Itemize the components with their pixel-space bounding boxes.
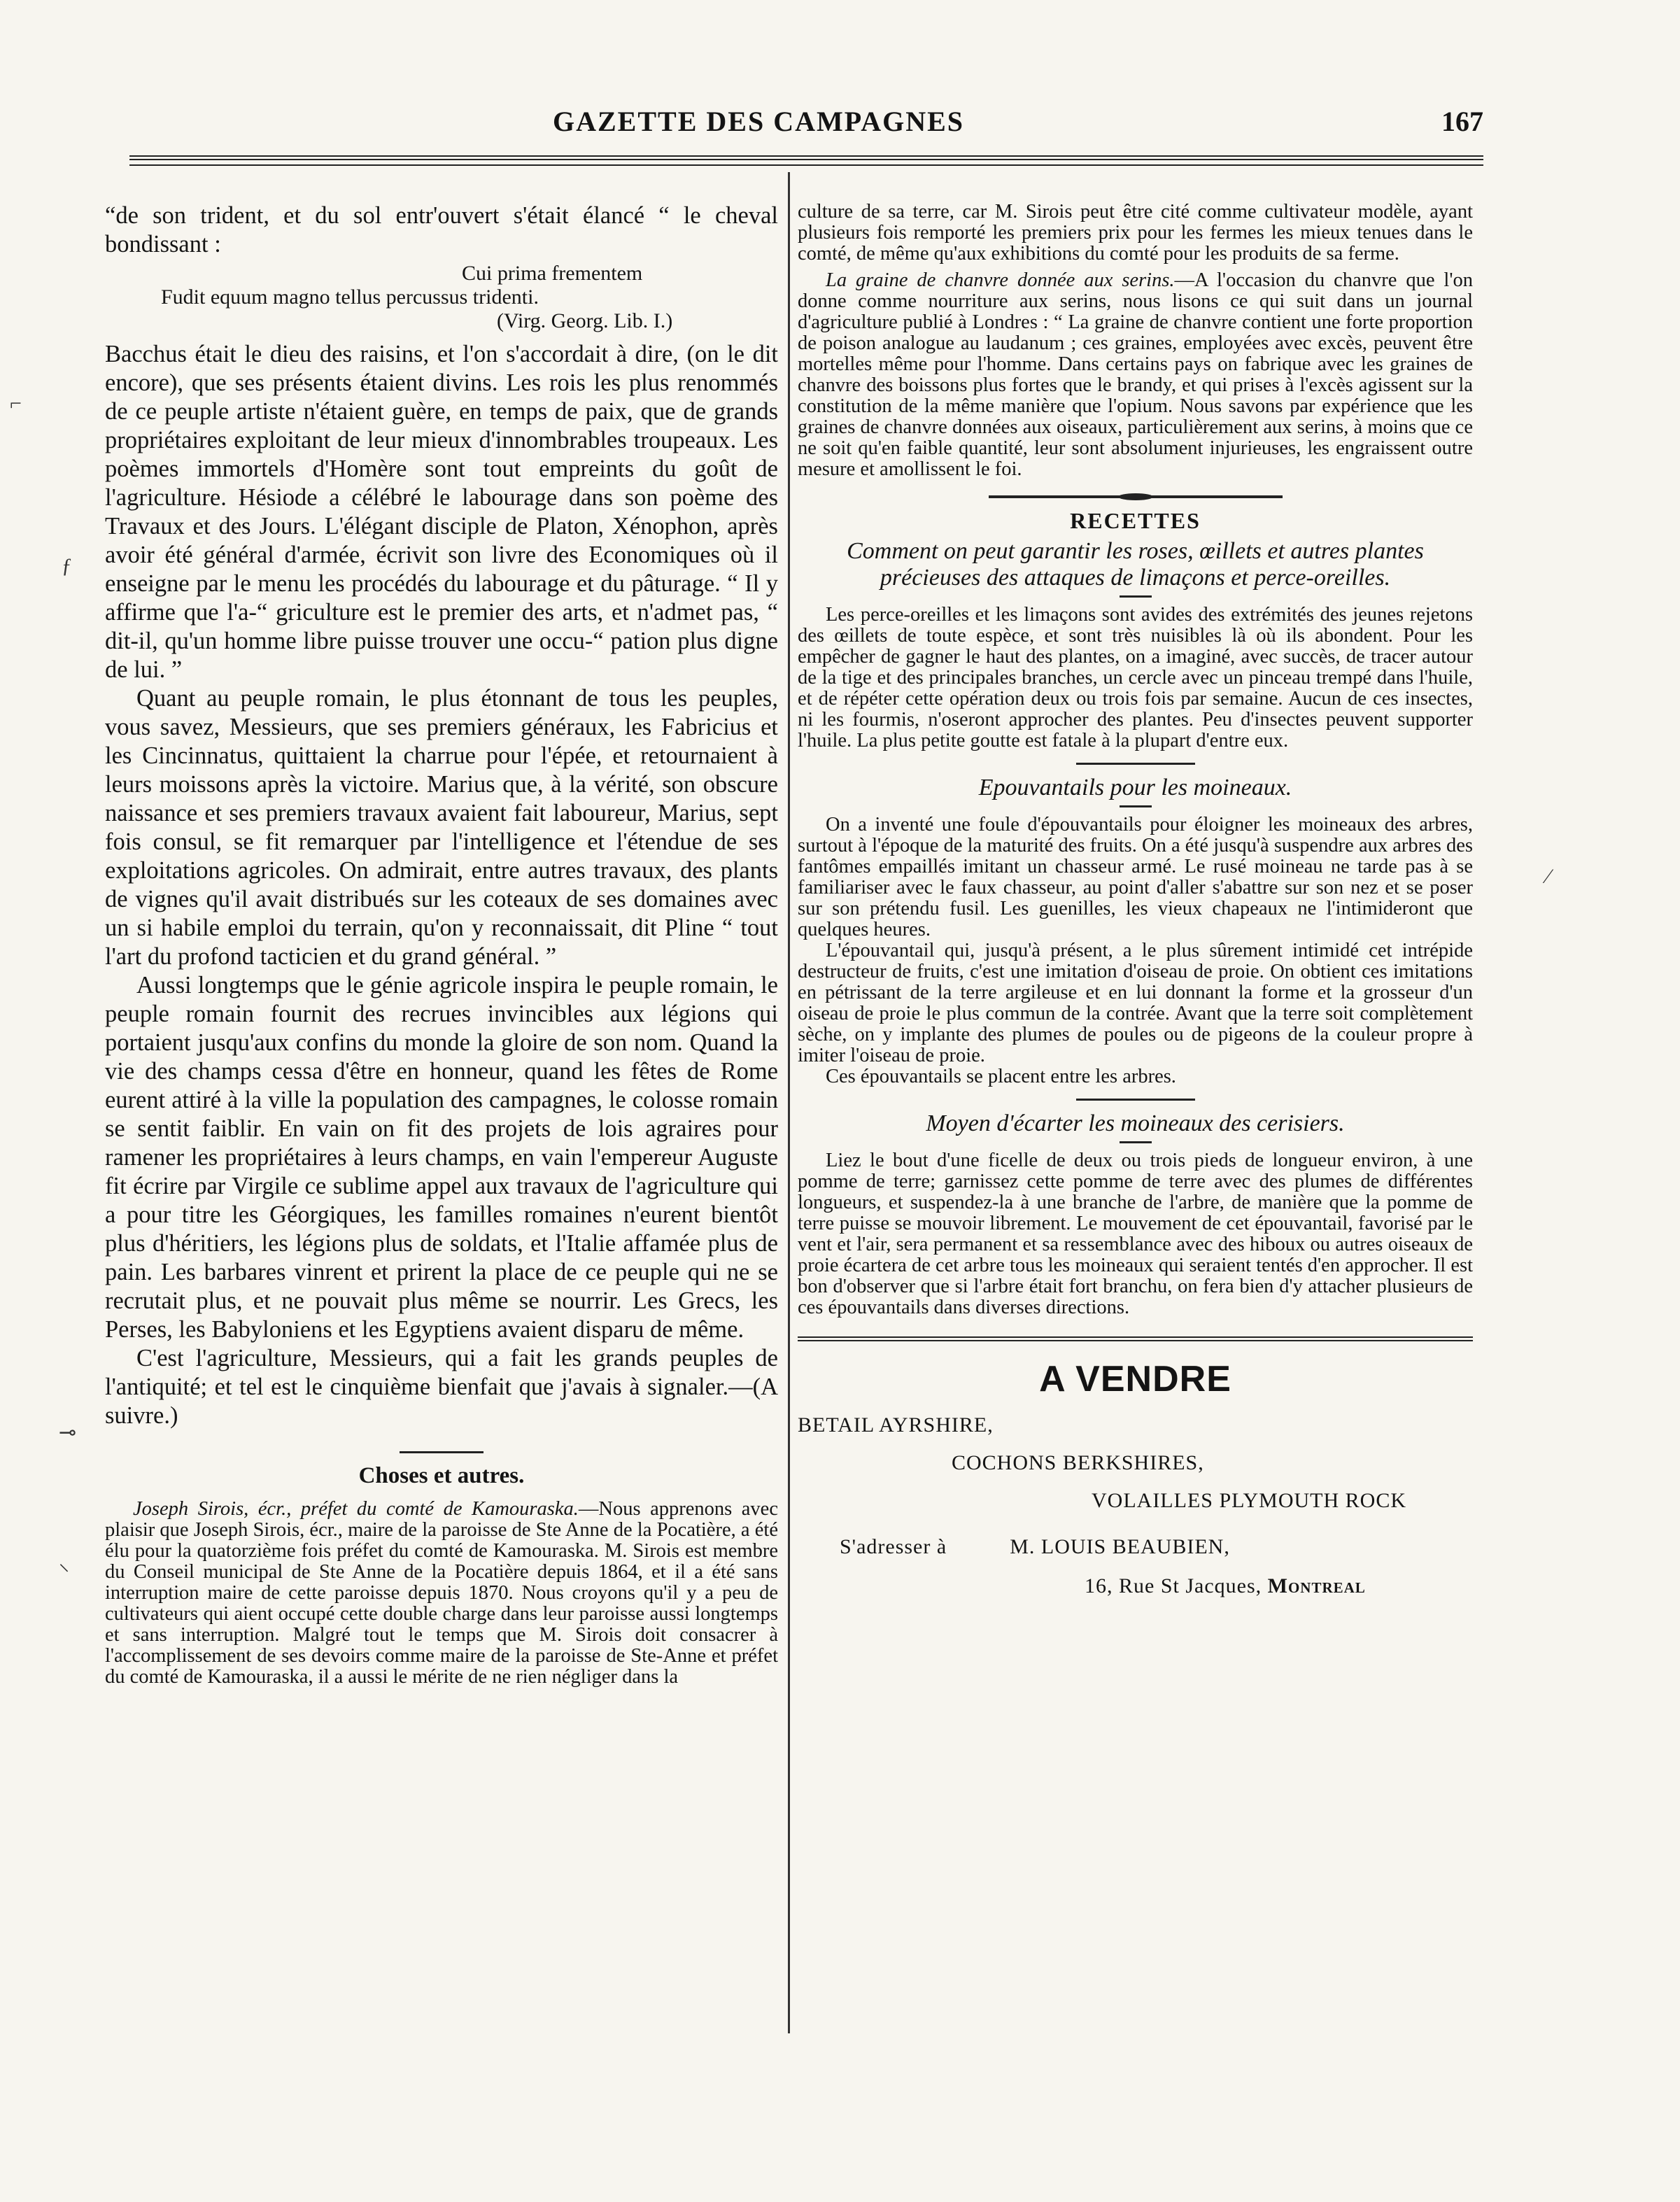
- recipe-title: Moyen d'écarter les moineaux des cerisiers.: [926, 1110, 1345, 1136]
- article-paragraph: Bacchus était le dieu des raisins, et l'on s'accordait à dire, (on le dit encore), que ses présents étaient divins. Les rois les plus renommés de ce peuple artiste n'étaient guère, en temps de paix, que de grands propriétaires exploitant de leur mieux d'innombrables troupeaux. Les poèmes immortels d'Homère sont tout empreints du goût de l'agriculture. Hésiode a célébré le labourage dans son poème des Travaux et des Jours. L'élégant disciple de Platon, Xénophon, après avoir été général d'armée, écrivit son livre des Economiques où il enseigne par le menu les procédés du labourage et du pâturage. “ Il y affirme que l'a-“ griculture est le premier des arts, et n'admet pas, “ dit-il, qu'un homme libre puisse trouver une occu-“ pation plus digne de lui. ”: [105, 341, 778, 683]
- newspaper-title: GAZETTE DES CAMPAGNES: [553, 106, 965, 137]
- advert-contact: [798, 1534, 1473, 1560]
- news-item: [798, 270, 1473, 480]
- article-paragraph: C'est l'agriculture, Messieurs, qui a fait les grands peuples de l'antiquité; et tel est le cinquième bienfait que j'avais à signaler.—(A suivre.): [105, 1345, 778, 1429]
- advert-line: BETAIL AYRSHIRE,: [798, 1413, 994, 1437]
- margin-mark: ƒ: [62, 554, 72, 577]
- right-column: [798, 202, 1473, 1599]
- recipe-text: On a inventé une foule d'épouvantails pour éloigner les moineaux des arbres, surtout à l'époque de la maturité des fruits. On a été jusqu'à suspendre aux arbres des fantômes empaillés imitant un chasseur armé. Le rusé moineau ne tarde pas à se familiariser avec le faux chasseur, au point d'aller s'abattre sur son nez et se poser sur son prétendu fusil. Les guenilles, les vieux chapeaux ne l'intimideront que quelques heures.: [798, 814, 1473, 940]
- dash-rule: [1120, 1141, 1152, 1143]
- recipe-title: Comment on peut garantir les roses, œillets et autres plantes précieuses des attaques de limaçons et perce-oreilles.: [847, 538, 1424, 591]
- section-rule: [1076, 1099, 1195, 1101]
- advert-contact-name: M. LOUIS BEAUBIEN,: [1010, 1535, 1230, 1558]
- left-column: [105, 202, 778, 1688]
- margin-mark: ⊸: [59, 1421, 77, 1444]
- recipe-text: Ces épouvantails se placent entre les arbres.: [826, 1066, 1176, 1087]
- column-divider: [788, 172, 790, 2033]
- latin-verse: [105, 262, 778, 333]
- section-heading: Choses et autres.: [358, 1463, 525, 1488]
- article-paragraph: Aussi longtemps que le génie agricole inspira le peuple romain, le peuple romain fournit des recrues invincibles aux légions qui portaient jusqu'aux confins du monde la gloire de son nom. Quand la vie des champs cessa d'être en honneur, quand les fêtes de Rome eurent attiré à la ville la population des campagnes, le colosse romain se sentit faiblir. En vain on fit des projets de lois agraires pour ramener les propriétaires à leurs champs, en vain l'empereur Auguste fit écrire par Virgile ce sublime appel aux travaux de l'agriculture qui a pour titre les Géorgiques, les familles romaines n'eurent bientôt plus d'héritiers, les légions plus de soldats, et l'Italie affamée plus de pain. Les barbares vinrent et prirent la place de ce peuple qui ne se recrutait plus, et ne pouvait plus même se nourrir. Les Grecs, les Perses, les Babyloniens et les Egyptiens avaient disparu de même.: [105, 972, 778, 1343]
- recipe-text: L'épouvantail qui, jusqu'à présent, a le plus sûrement intimidé cet intrépide destructeur de fruits, c'est une imitation d'oiseau de proie. On obtient ces imitations en pétrissant de la terre argileuse et en lui donnant la forme et la grosseur d'un oiseau de proie le plus commun de la contrée. Avant que la terre soit complètement sèche, on y implante des plumes de poules ou de pigeons de la couleur propre à imiter l'oiseau de proie.: [798, 940, 1473, 1066]
- news-item: [105, 1499, 778, 1688]
- section-rule: [989, 495, 1283, 498]
- opening-lines: “de son trident, et du sol entr'ouvert s'était élancé “ le cheval bondissant :: [105, 202, 778, 257]
- recipe-text: Liez le bout d'une ficelle de deux ou trois pieds de longueur environ, à une pomme de terre; garnissez cette pomme de terre avec des plumes de différentes longueurs, et suspendez-la à une branche de l'arbre, de manière que la pomme de terre puisse se mouvoir librement. Le mouvement de cet épouvantail, favorisé par le vent et l'air, sera permanent et sa ressemblance avec des hiboux ou autres oiseaux de proie écartera de cet arbre tous les moineaux qui seraient tentés d'en approcher. Il est bon d'observer que si l'arbre était fort branchu, on fera bien d'y attacher plusieurs de ces épouvantails dans diverses directions.: [798, 1150, 1474, 1318]
- news-rubric: La graine de chanvre donnée aux serins.: [826, 269, 1175, 291]
- header-rule: [129, 155, 1483, 166]
- page-header: [140, 105, 1483, 139]
- advert-line: COCHONS BERKSHIRES,: [952, 1451, 1204, 1474]
- advertisement: [798, 1358, 1473, 1599]
- continued-text: culture de sa terre, car M. Sirois peut être cité comme cultivateur modèle, ayant plusieurs fois remporté les premiers prix pour les fermes les mieux tenues dans le comté, de même qu'aux exhibitions du comté pour les produits de sa ferme.: [798, 201, 1473, 264]
- recipe-text: Les perce-oreilles et les limaçons sont avides des extrémités des jeunes rejetons des œillets de toute espèce, et sont très nuisibles là où ils abondent. Pour les empêcher de gagner le haut des plantes, on a imaginé, avec succès, de tracer autour de la tige et des principales branches, un cercle avec un pinceau trempé dans l'huile, et de répéter cette opération deux ou trois fois par semaine. Aucun de ces insectes, ni les fourmis, n'oseront approcher des plantes. Peu d'insectes peuvent supporter l'huile. La plus petite goutte est fatale à la plupart d'entre eux.: [798, 604, 1473, 751]
- margin-mark: ⁄: [1546, 865, 1551, 888]
- margin-mark: ⸜: [59, 1552, 69, 1575]
- page-number: 167: [1441, 106, 1483, 137]
- dash-rule: [1120, 595, 1152, 598]
- advert-address: [798, 1574, 1473, 1599]
- recipe-title: Epouvantails pour les moineaux.: [978, 775, 1292, 800]
- verse-line: Fudit equum magno tellus percussus tridenti.: [161, 285, 539, 309]
- verse-line: Cui prima frementem: [462, 262, 643, 285]
- advert-city: Montreal: [1267, 1574, 1366, 1597]
- advert-rule: [798, 1336, 1473, 1344]
- news-text: —A l'occasion du chanvre que l'on donne comme nourriture aux serins, nous lisons ce qui suit dans un journal d'agriculture publié à Londres : “ La graine de chanvre contient une forte proportion de poison analogue au laudanum ; ces graines, employées avec excès, peuvent être mortelles même pour l'homme. Dans certains pays on fabrique avec les graines de chanvre des boissons plus fortes que le brandy, et qui prises à l'excès agissent sur la constitution de la même manière que l'opium. Nous savons par expérience que les graines de chanvre données aux oiseaux, particulièrement aux serins, à moins que ce ne soit qu'en faible quantité, leur sont absolument injurieuses, les engraissent outre mesure et amollissent le foi.: [798, 269, 1473, 480]
- news-rubric: Joseph Sirois, écr., préfet du comté de Kamouraska.: [133, 1498, 579, 1520]
- recettes-heading: RECETTES: [1070, 508, 1201, 533]
- article-paragraph: Quant au peuple romain, le plus étonnant de tous les peuples, vous savez, Messieurs, que ses premiers généraux, les Fabricius et les Cincinnatus, quittaient la charrue pour l'épée, et retournaient à leurs moissons après la victoire. Marius que, à la vérité, son obscure naissance et ses premiers travaux avaient fait laboureur, Marius, sept fois consul, se fit remarquer par l'intelligence et l'étendue de ses exploitations agricoles. On admirait, entre autres travaux, des plants de vignes qu'il avait distribués sur les coteaux de ses domaines avec un si habile emploi du terrain, qu'on y reconnaissait, dit Pline “ tout l'art du profond tacticien et du grand général. ”: [105, 685, 778, 970]
- advert-street: 16, Rue St Jacques,: [1085, 1574, 1262, 1597]
- advert-line: VOLAILLES PLYMOUTH ROCK: [1092, 1489, 1406, 1512]
- section-rule: [400, 1451, 483, 1453]
- dash-rule: [1120, 805, 1152, 807]
- verse-citation: (Virg. Georg. Lib. I.): [497, 309, 673, 332]
- advert-contact-label: S'adresser à: [840, 1535, 947, 1558]
- advert-title: A VENDRE: [1039, 1359, 1231, 1399]
- margin-mark: ⌐: [10, 392, 22, 415]
- news-text: —Nous apprenons avec plaisir que Joseph Sirois, écr., maire de la paroisse de Ste Anne de la Pocatière, a été élu pour la quatorzième fois préfet du comté de Kamouraska. M. Sirois est membre du Conseil municipal de Ste Anne de la Pocatière depuis 1864, et il a été sans interruption maire de cette paroisse depuis 1870. Nous croyons qu'il y a peu de cultivateurs qui aient occupé cette double charge dans leur paroisse aussi longtemps et sans interruption. Malgré tout le temps que M. Sirois doit consacrer à l'accomplissement de ses devoirs comme maire de la paroisse de Ste-Anne et préfet du comté de Kamouraska, il a aussi le mérite de ne rien négliger dans la: [105, 1498, 778, 1688]
- section-rule: [1076, 763, 1195, 765]
